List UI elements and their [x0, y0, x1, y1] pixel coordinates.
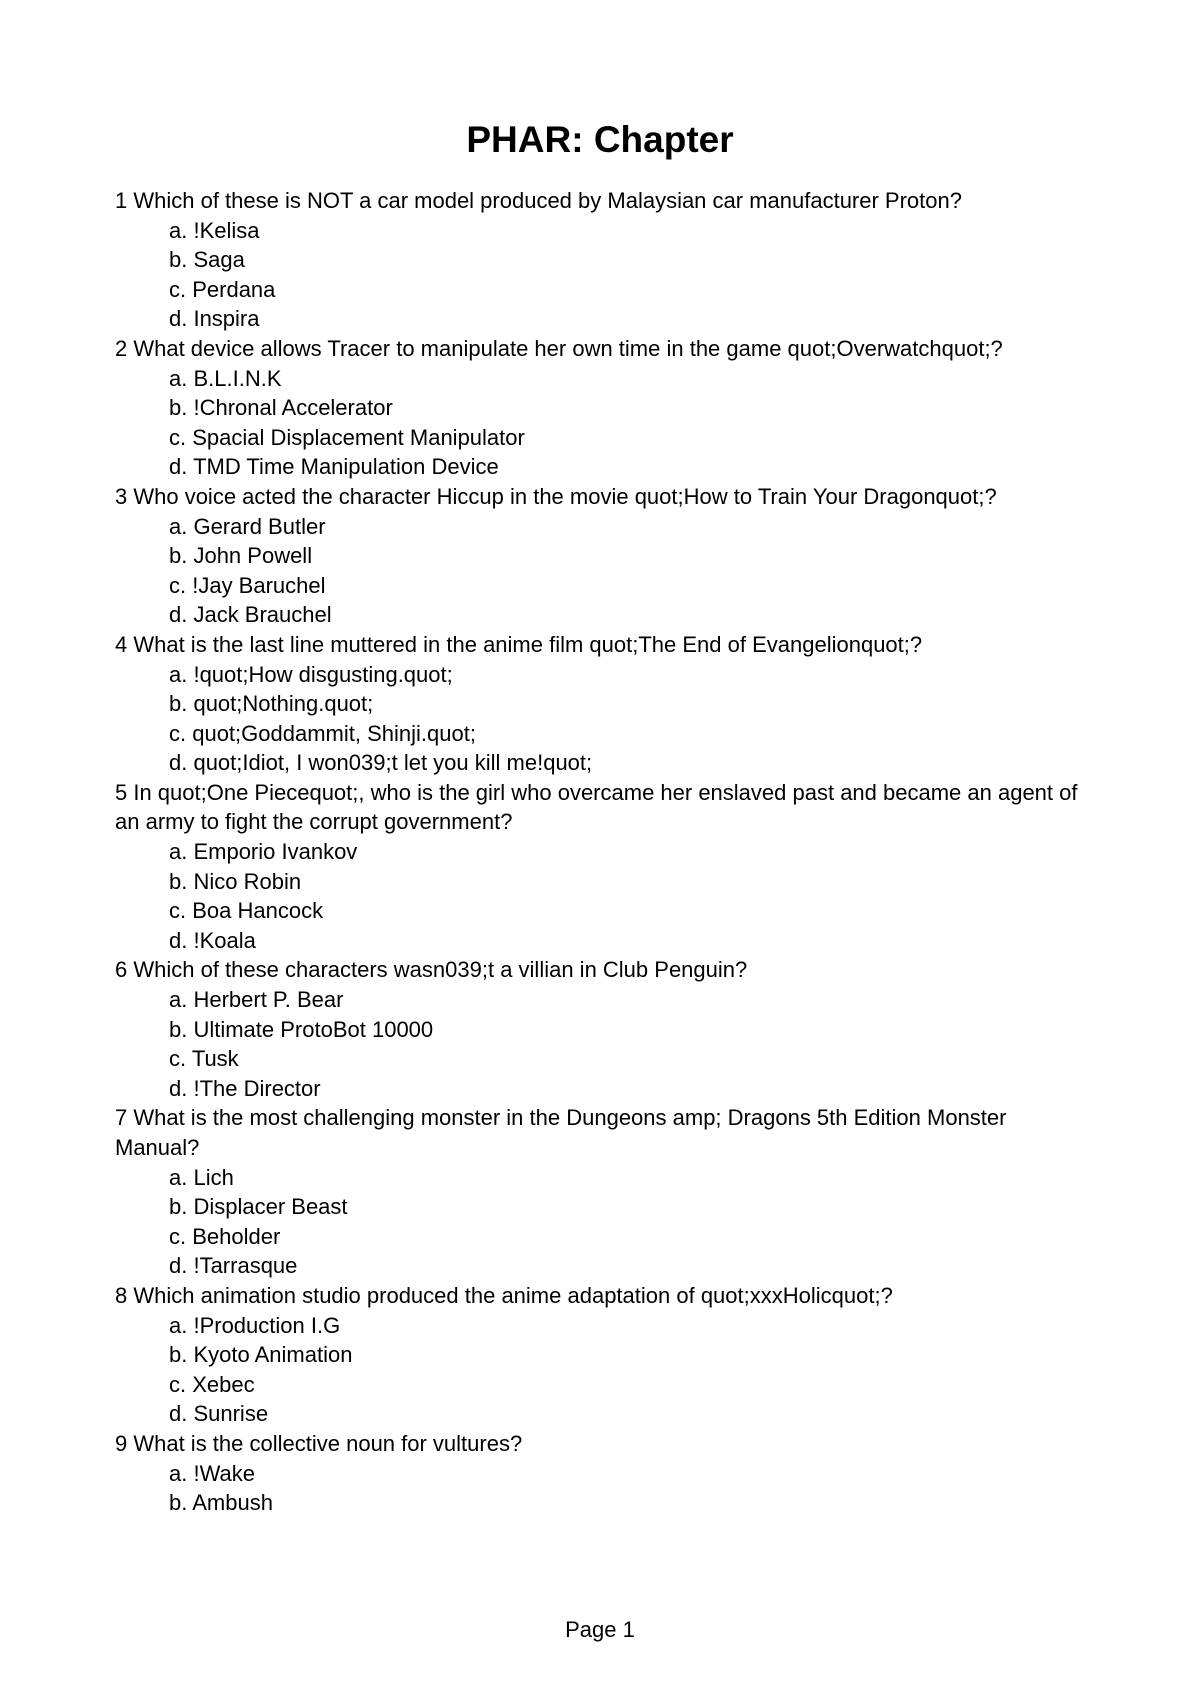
answer-options: [115, 512, 1095, 630]
answer-option: d. !The Director: [169, 1075, 321, 1101]
answer-option: b. Nico Robin: [169, 868, 302, 894]
question-block: [115, 1281, 1095, 1429]
question-block: [115, 186, 1095, 334]
answer-option: d. TMD Time Manipulation Device: [169, 454, 499, 480]
answer-option: c. Spacial Displacement Manipulator: [169, 424, 525, 450]
answer-option: d. Jack Brauchel: [169, 602, 332, 628]
answer-option: b. Displacer Beast: [169, 1194, 348, 1220]
answer-option: c. Beholder: [169, 1223, 281, 1249]
answer-option: b. !Chronal Accelerator: [169, 395, 393, 421]
answer-option: c. Xebec: [169, 1371, 255, 1397]
answer-option: a. B.L.I.N.K: [169, 365, 282, 391]
answer-option: c. !Jay Baruchel: [169, 572, 326, 598]
question-text: 6 Which of these characters wasn039;t a villian in Club Penguin?: [115, 957, 748, 983]
answer-option: b. Ambush: [169, 1490, 273, 1516]
question-text: 5 In quot;One Piecequot;, who is the girl who overcame her enslaved past and became an agent of an army to fight the corrupt government?: [115, 779, 1078, 835]
answer-option: b. Saga: [169, 247, 245, 273]
question-block: [115, 955, 1095, 1103]
answer-option: d. !Tarrasque: [169, 1253, 298, 1279]
question-text: 1 Which of these is NOT a car model produced by Malaysian car manufacturer Proton?: [115, 188, 962, 213]
answer-options: [115, 985, 1095, 1103]
answer-option: d. !Koala: [169, 927, 256, 953]
answer-option: b. Ultimate ProtoBot 10000: [169, 1016, 434, 1042]
answer-options: [115, 364, 1095, 482]
answer-option: b. Kyoto Animation: [169, 1342, 353, 1368]
answer-option: a. Emporio Ivankov: [169, 839, 358, 865]
page-title: PHAR: Chapter: [466, 119, 734, 160]
answer-options: [115, 837, 1095, 955]
answer-option: a. !Production I.G: [169, 1312, 341, 1338]
answer-option: c. Tusk: [169, 1046, 239, 1072]
question-block: [115, 1103, 1095, 1281]
answer-option: c. quot;Goddammit, Shinji.quot;: [169, 720, 476, 746]
answer-option: a. Gerard Butler: [169, 513, 326, 539]
answer-option: d. Sunrise: [169, 1401, 269, 1427]
answer-option: d. quot;Idiot, I won039;t let you kill me!quot;: [169, 750, 593, 776]
answer-option: a. !quot;How disgusting.quot;: [169, 661, 453, 687]
answer-option: a. !Wake: [169, 1460, 255, 1486]
question-block: [115, 630, 1095, 778]
question-text: 8 Which animation studio produced the anime adaptation of quot;xxxHolicquot;?: [115, 1282, 893, 1308]
answer-option: c. Perdana: [169, 276, 276, 302]
answer-option: a. Herbert P. Bear: [169, 987, 344, 1013]
answer-option: d. Inspira: [169, 306, 260, 332]
question-block: [115, 482, 1095, 630]
answer-options: [115, 1311, 1095, 1429]
question-text: 7 What is the most challenging monster in the Dungeons amp; Dragons 5th Edition Monster Manual?: [115, 1105, 1007, 1160]
question-text: 3 Who voice acted the character Hiccup in the movie quot;How to Train Your Dragonquot;?: [115, 483, 997, 509]
page-number: Page 1: [565, 1617, 635, 1642]
answer-option: a. !Kelisa: [169, 217, 260, 243]
question-block: [115, 778, 1095, 956]
answer-options: [115, 1459, 1095, 1518]
question-block: [115, 1429, 1095, 1518]
question-text: 4 What is the last line muttered in the anime film quot;The End of Evangelionquot;?: [115, 631, 923, 657]
question-list: [115, 186, 1095, 1518]
answer-option: b. quot;Nothing.quot;: [169, 691, 374, 717]
answer-option: c. Boa Hancock: [169, 898, 324, 924]
answer-option: b. John Powell: [169, 543, 313, 569]
question-text: 2 What device allows Tracer to manipulate her own time in the game quot;Overwatchquot;?: [115, 335, 1003, 361]
question-block: [115, 334, 1095, 482]
answer-options: [115, 660, 1095, 778]
answer-options: [115, 216, 1095, 334]
answer-options: [115, 1163, 1095, 1281]
answer-option: a. Lich: [169, 1164, 234, 1190]
question-text: 9 What is the collective noun for vultures?: [115, 1430, 523, 1456]
